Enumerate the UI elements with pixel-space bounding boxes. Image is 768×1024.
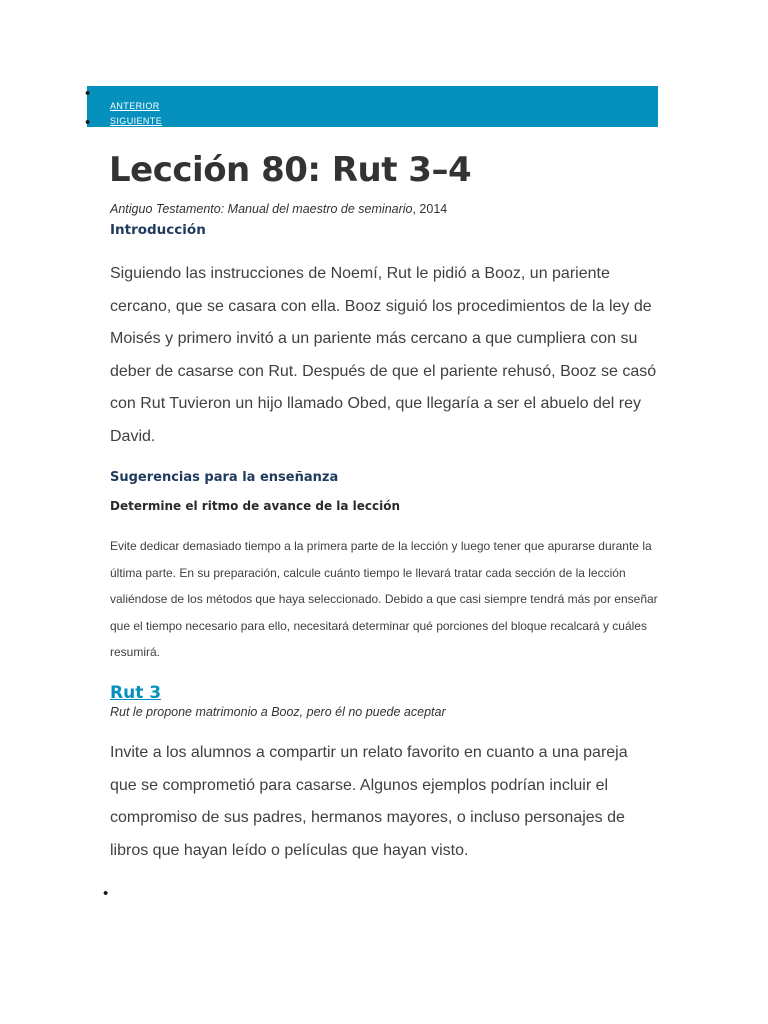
rut3-paragraph: Invite a los alumnos a compartir un relato favorito en cuanto a una pareja que se comprometió para casarse. Algunos ejemplos podrían incluir el compromiso de sus padres, hermanos mayores, o incluso personajes de libros que hayan leído o películas que hayan visto. (110, 744, 628, 859)
pacing-subheading: Determine el ritmo de avance de la lección (110, 499, 401, 513)
intro-heading: Introducción (110, 222, 206, 238)
nav-bullet-previous: • (85, 85, 91, 102)
lesson-title: Lección 80: Rut 3–4 (109, 150, 472, 190)
intro-paragraph: Siguiendo las instrucciones de Noemí, Rut le pidió a Booz, un pariente cercano, que se casara con ella. Booz siguió los procedimientos de la ley de Moisés y primero invitó a un pariente más cercano a que cumpliera con su deber de casarse con Rut. Después de que el pariente rehusó, Booz se casó con Rut Tuvieron un hijo llamado Obed, que llegaría a ser el abuelo del rey David. (110, 265, 657, 445)
pacing-paragraph: Evite dedicar demasiado tiempo a la primera parte de la lección y luego tener que apurarse durante la última parte. En su preparación, calcule cuánto tiempo le llevará tratar cada sección de la lección valiéndose de los métodos que haya seleccionado. Debido a que casi siempre tendrá más por enseñar que el tiempo necesario para ello, necesitará determinar qué porciones del bloque recalcará y cuáles resumirá. (110, 539, 658, 660)
previous-link[interactable]: ANTERIOR (110, 101, 160, 111)
source-manual-title: Antiguo Testamento: Manual del maestro de seminario (110, 202, 413, 216)
source-year: , 2014 (412, 202, 448, 216)
list-bullet: • (103, 885, 109, 902)
rut3-heading-link[interactable]: Rut 3 (110, 683, 162, 703)
source-citation (110, 202, 447, 216)
next-link[interactable]: SIGUIENTE (110, 116, 163, 126)
nav-bullet-next: • (85, 114, 91, 131)
lesson-navigation-bar (87, 86, 658, 127)
rut3-subtitle: Rut le propone matrimonio a Booz, pero él no puede aceptar (110, 705, 446, 719)
suggestions-heading: Sugerencias para la enseñanza (110, 470, 339, 485)
